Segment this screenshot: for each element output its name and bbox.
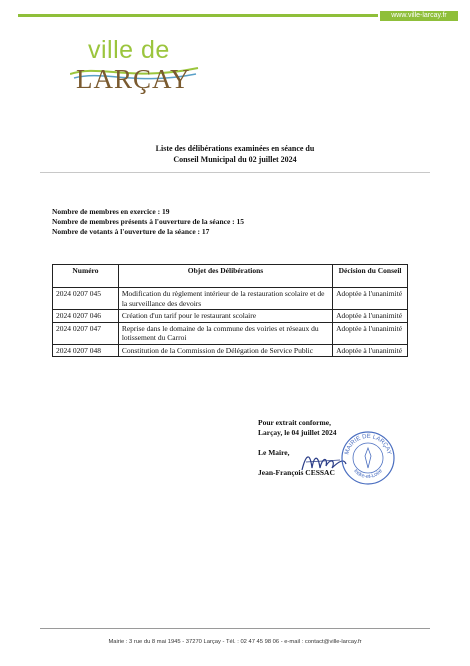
count-voters: Nombre de votants à l'ouverture de la séance : 17 [52, 227, 210, 236]
mayor-title: Le Maire, [258, 448, 290, 457]
table-row [53, 288, 408, 310]
table-row [53, 310, 408, 323]
cell-objet: Reprise dans le domaine de la commune des voiries et réseaux du lotissement du Carroi [118, 322, 332, 344]
document-title [0, 143, 470, 165]
title-line-2: Conseil Municipal du 02 juillet 2024 [173, 155, 297, 164]
svg-text:MAIRIE DE LARÇAY [344, 434, 391, 456]
count-present: Nombre de membres présents à l'ouverture de la séance : 15 [52, 217, 245, 226]
title-line-1: Liste des délibérations examinées en séance du [155, 144, 315, 153]
cell-numero: 2024 0207 047 [53, 322, 119, 344]
cell-decision: Adoptée à l'unanimité [333, 310, 408, 323]
town-logo [70, 36, 200, 106]
header-objet: Objet des Délibérations [118, 265, 332, 288]
extract-conforme: Pour extrait conforme, [258, 418, 331, 427]
title-divider [40, 172, 430, 173]
website-url[interactable]: www.ville-larcay.fr [380, 11, 458, 21]
place-date: Larçay, le 04 juillet 2024 [258, 428, 337, 437]
cell-decision: Adoptée à l'unanimité [333, 322, 408, 344]
header-numero: Numéro [53, 265, 119, 288]
table-header-row [53, 265, 408, 288]
header-decision: Décision du Conseil [333, 265, 408, 288]
member-counts [52, 207, 244, 237]
cell-objet: Création d'un tarif pour le restaurant scolaire [118, 310, 332, 323]
count-members: Nombre de membres en exercice : 19 [52, 207, 170, 216]
deliberations-table [52, 264, 408, 357]
stamp-bottom-text: Indre-et-Loire [352, 468, 384, 481]
table-row [53, 344, 408, 357]
logo-text-larcay: LARÇAY [76, 64, 191, 94]
footer-divider [40, 628, 430, 629]
mayor-name: Jean-François CESSAC [258, 468, 335, 477]
official-stamp [340, 430, 396, 486]
logo-text-ville-de: ville de [88, 36, 170, 64]
table-row [53, 322, 408, 344]
cell-decision: Adoptée à l'unanimité [333, 288, 408, 310]
stamp-top-text: MAIRIE DE LARÇAY [344, 433, 392, 456]
cell-objet: Modification du règlement intérieur de la restauration scolaire et de la surveillance des devoirs [118, 288, 332, 310]
footer-address: Mairie : 3 rue du 8 mai 1945 - 37270 Larçay - Tél. : 02 47 45 98 06 - e-mail : contact@ville-larcay.fr [108, 639, 362, 645]
cell-numero: 2024 0207 046 [53, 310, 119, 323]
cell-objet: Constitution de la Commission de Délégation de Service Public [118, 344, 332, 357]
cell-numero: 2024 0207 045 [53, 288, 119, 310]
cell-numero: 2024 0207 048 [53, 344, 119, 357]
svg-text:Indre-et-Loire [352, 468, 384, 480]
header-green-rule [18, 14, 378, 17]
cell-decision: Adoptée à l'unanimité [333, 344, 408, 357]
